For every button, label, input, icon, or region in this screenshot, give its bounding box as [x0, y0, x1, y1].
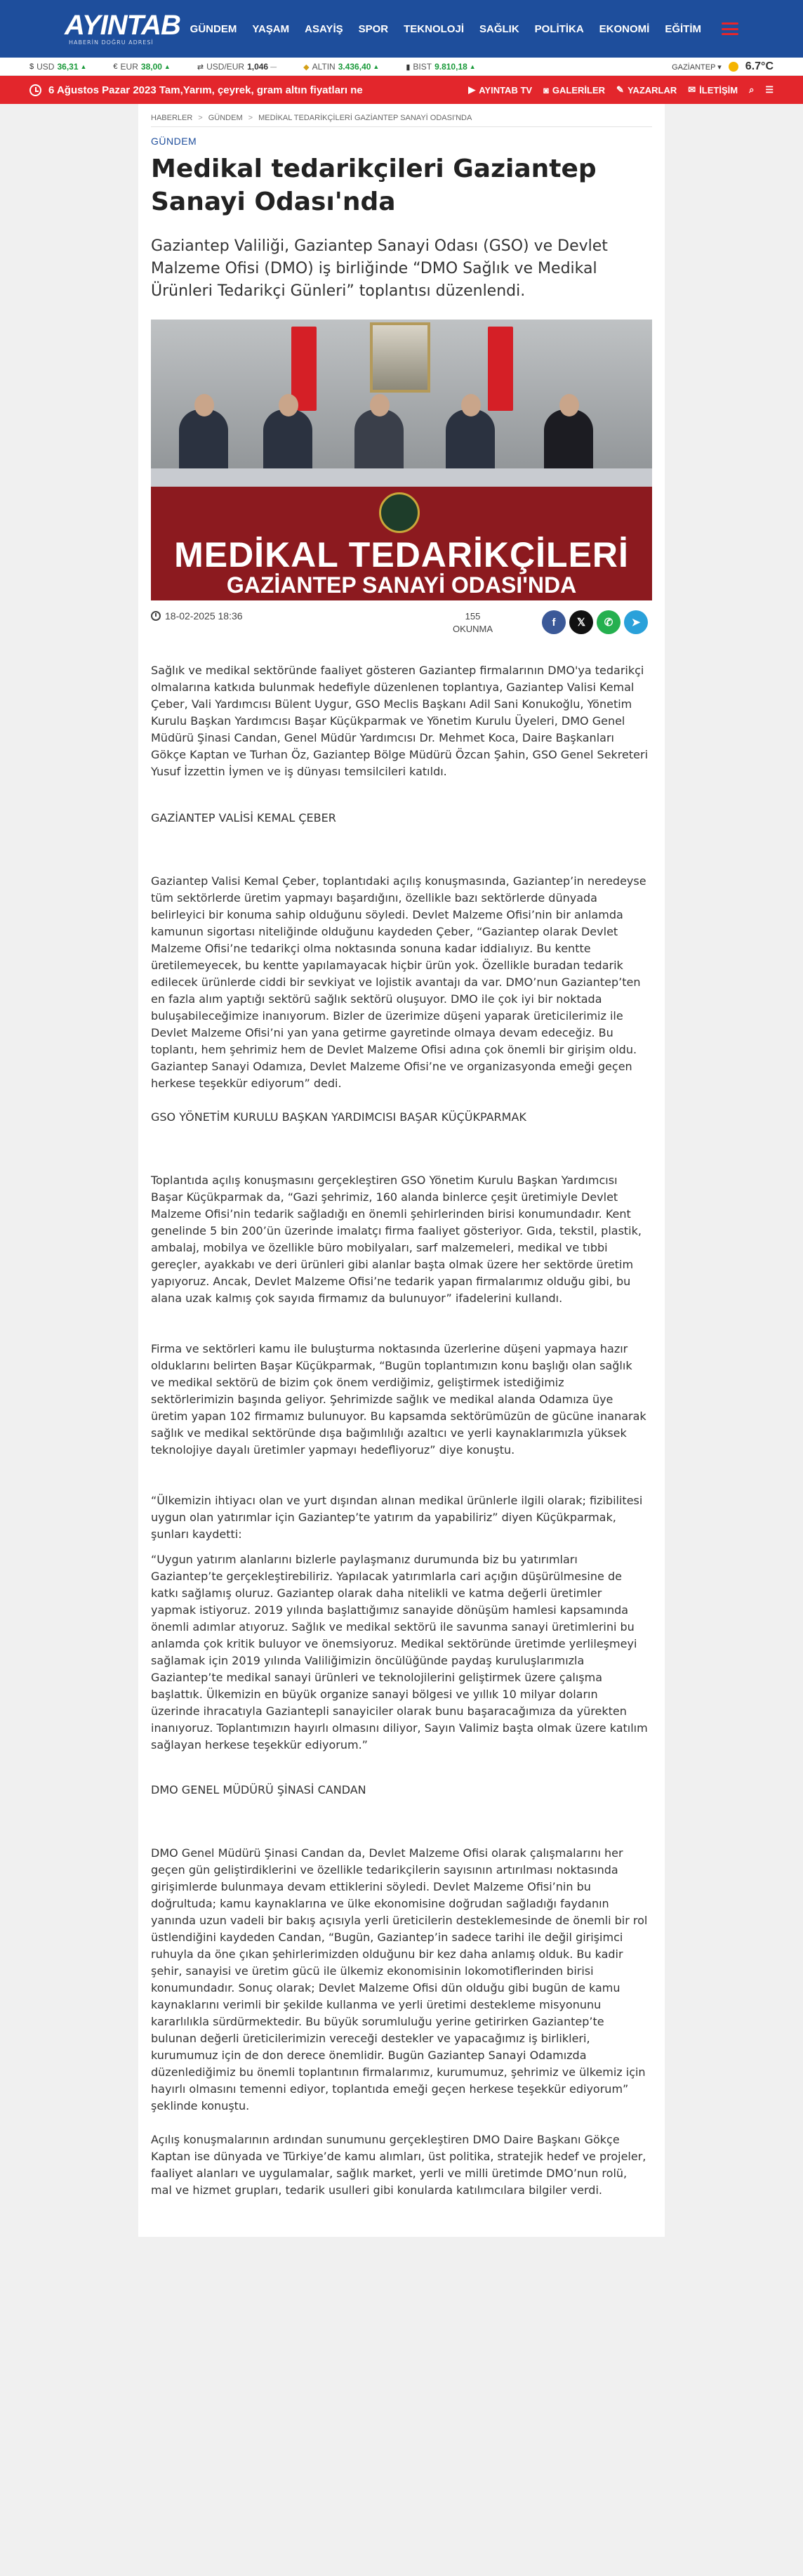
- read-count: [453, 610, 493, 636]
- breadcrumb-current: MEDİKAL TEDARİKÇİLERİ GAZİANTEP SANAYİ ODASI'NDA: [258, 114, 472, 122]
- nav-yasam[interactable]: YAŞAM: [252, 22, 290, 35]
- breadcrumb: [151, 104, 652, 122]
- city-select[interactable]: GAZİANTEP ▾: [672, 63, 722, 72]
- article-meta: [151, 606, 652, 637]
- market-label: USD: [36, 62, 55, 72]
- link-label: YAZARLAR: [627, 84, 677, 96]
- dollar-icon: $: [29, 63, 34, 71]
- subheading: GAZİANTEP VALİSİ KEMAL ÇEBER: [151, 811, 336, 824]
- share-buttons: [542, 610, 648, 634]
- gold-icon: ◆: [303, 63, 310, 72]
- link-label: İLETİŞİM: [699, 84, 738, 96]
- weather-widget: [672, 58, 774, 76]
- search-icon[interactable]: ⌕: [749, 84, 755, 95]
- mail-icon: ✉: [688, 84, 696, 95]
- temperature: 6.7°C: [745, 60, 774, 72]
- dash-icon: —: [270, 63, 277, 70]
- article-body: [151, 662, 652, 2199]
- arrow-up-icon: ▲: [164, 63, 171, 70]
- subheading: GSO YÖNETİM KURULU BAŞKAN YARDIMCISI BAŞAR KÜÇÜKPARMAK: [151, 1110, 526, 1124]
- link-yazarlar[interactable]: [616, 84, 677, 96]
- play-icon: ▶: [468, 84, 476, 95]
- whatsapp-share-button[interactable]: ✆: [597, 610, 620, 634]
- article-hero-image: [151, 320, 652, 600]
- breaking-news-bar: [0, 76, 803, 104]
- hero-banner-line2: GAZİANTEP SANAYİ ODASI'NDA: [226, 572, 577, 598]
- nav-saglik[interactable]: SAĞLIK: [479, 22, 519, 35]
- chamber-emblem-icon: [379, 492, 420, 533]
- paragraph: Toplantıda açılış konuşmasını gerçekleştiren GSO Yönetim Kurulu Başkan Yardımcısı Başar Küçükparmak da, “Gazi şehrimiz, 160 alanda binlerce çeşit üretimiyle Devlet Malzeme Ofisi’nin tedarik sağladığı en önemli şehirlerinden birisi konumundadır. Kent genelinde 5 bin 200’ün üzerinde imalatçı firma faaliyet gösteriyor. Gıda, tekstil, plastik, ambalaj, mobilya ve özellikle büro mobilyaları, sarf malzemeleri, medikal ve tıbbi gereçler, ayakkabı ve deri ürünleri gibi alanlar başta olmak üzere her sektörde üretim yapıyoruz. Ancak, Devlet Malzeme Ofisi’ne tedarik yapan firmalarımız olduğu gibi, bu alana uzak kalmış çok sayıda firmamız da bulunuyor” ifadelerini kullandı.: [151, 1174, 642, 1305]
- article-lead: Gaziantep Valiliği, Gaziantep Sanayi Odası (GSO) ve Devlet Malzeme Ofisi (DMO) iş birliğinde “DMO Sağlık ve Medikal Ürünleri Tedarikçi Günleri” toplantısı düzenlendi.: [151, 237, 608, 300]
- market-label: EUR: [120, 62, 138, 72]
- market-usdeur: [197, 62, 277, 72]
- nav-politika[interactable]: POLİTİKA: [534, 22, 584, 35]
- quick-links: [468, 76, 774, 104]
- sun-icon: [729, 62, 738, 72]
- hamburger-menu-icon[interactable]: [722, 22, 738, 35]
- euro-icon: €: [113, 63, 118, 71]
- market-eur: [113, 62, 170, 72]
- paragraph: Açılış konuşmalarının ardından sunumunu gerçekleştiren DMO Daire Başkanı Gökçe Kaptan ise dünyada ve Türkiye’de kamu alımları, üst politika, stratejik hedef ve projeler, faaliyet alanları ve uygulamalar, sağlık market, yerli ve milli üretimde DMO’nun rolü, mal ve hizmet grupları, tedarik usulleri gibi konularda katılımcılara bilgiler verdi.: [151, 2133, 646, 2197]
- market-value: 3.436,40: [338, 62, 371, 72]
- x-share-button[interactable]: 𝕏: [569, 610, 593, 634]
- logo-text: AYINTAB: [65, 10, 180, 41]
- market-label: USD/EUR: [206, 62, 245, 72]
- market-label: ALTIN: [312, 62, 336, 72]
- bist-icon: ▮: [406, 63, 411, 72]
- exchange-icon: ⇄: [197, 63, 204, 72]
- breadcrumb-haberler[interactable]: HABERLER: [151, 114, 193, 122]
- market-value: 1,046: [247, 62, 269, 72]
- nav-teknoloji[interactable]: TEKNOLOJİ: [404, 22, 464, 35]
- portrait-image: [370, 322, 430, 393]
- market-label: BIST: [413, 62, 432, 72]
- market-bar: [0, 58, 803, 76]
- arrow-up-icon: ▲: [80, 63, 87, 70]
- site-header: [0, 0, 803, 58]
- link-label: GALERİLER: [552, 84, 606, 96]
- nav-ekonomi[interactable]: EKONOMİ: [599, 22, 650, 35]
- pen-icon: ✎: [616, 84, 624, 95]
- arrow-up-icon: ▲: [373, 63, 380, 70]
- link-label: AYINTAB TV: [479, 84, 533, 96]
- breaking-news-link[interactable]: 6 Ağustos Pazar 2023 Tam,Yarım, çeyrek, gram altın fiyatları ne: [48, 84, 363, 96]
- read-count-value: 155: [465, 611, 481, 622]
- link-iletisim[interactable]: [688, 84, 738, 96]
- publish-date-text: 18-02-2025 18:36: [165, 610, 243, 622]
- breadcrumb-separator: >: [198, 114, 203, 122]
- clock-icon: [151, 611, 161, 621]
- flag-image: [488, 327, 513, 411]
- market-usd: [29, 62, 86, 72]
- hero-banner-line1: MEDİKAL TEDARİKÇİLERİ: [174, 535, 629, 574]
- divider: [151, 126, 652, 127]
- link-ayintab-tv[interactable]: [468, 84, 532, 96]
- hero-banner: [151, 487, 652, 600]
- facebook-share-button[interactable]: f: [542, 610, 566, 634]
- nav-gundem[interactable]: GÜNDEM: [190, 22, 237, 35]
- paragraph: DMO Genel Müdürü Şinasi Candan da, Devlet Malzeme Ofisi olarak çalışmalarını her geçen gün geliştirdiklerini ve özellikle tedarikçilerin sayısının artırılması noktasında girişimlerde bulunmaya devam ettiklerini söyledi. Devlet Malzeme Ofisi’nin bu doğrultuda; kamu kaynaklarına ve ülke ekonomisine doğrudan sağladığı faydanın yanında uzun vadeli bir bakış açısıyla yerli üreticilerin desteklemesinde de önemli bir rol üstlendiğini kaydeden Candan, “Bugün, Gaziantep’in sadece tarihi ile değil girişimci ruhuyla da öne çıkan şehirlerimizden olduğunu bir kez daha anlamış olduk. Bu kadir şehir, sanayisi ve üretim gücü ile ülkemiz ekonomisinin lokomotiflerinden birisi konumundadır. Sonuç olarak; Devlet Malzeme Ofisi dün olduğu gibi bugün de kamu kaynaklarını verimli bir şekilde kullanma ve yerli üretimi destekleme misyonunu kararlılıkla sürdürmektedir. Bu büyük sorumluluğu yerine getirirken Gaziantep’te bulunan değerli üreticilerimizin vereceği destekler ve yapacağımız iş birlikleri, kurumumuz için de don derece önemlidir. Bugün Gaziantep Sanayi Odamızda düzenlediğimiz bu önemli toplantının firmalarımız, kurumumuz, şehrimiz ve ülkemiz için hayırlı olmasını temenni ediyor, toplantıda emeği geçen herkese teşekkür ediyorum” şeklinde konuştu.: [151, 1846, 648, 2112]
- arrow-up-icon: ▲: [469, 63, 476, 70]
- article-title: Medikal tedarikçileri Gaziantep Sanayi Odası'nda: [151, 155, 597, 216]
- breadcrumb-separator: >: [248, 114, 253, 122]
- camera-icon: ◙: [543, 84, 549, 96]
- market-value: 9.810,18: [434, 62, 467, 72]
- publish-date: [151, 610, 243, 622]
- article-category[interactable]: GÜNDEM: [151, 136, 197, 147]
- subheading: DMO GENEL MÜDÜRÜ ŞİNASİ CANDAN: [151, 1783, 366, 1796]
- article: [138, 104, 665, 2237]
- menu-icon[interactable]: ☰: [765, 84, 774, 95]
- paragraph: “Ülkemizin ihtiyacı olan ve yurt dışından alınan medikal ürünlerle ilgili olarak; fizibilitesi uygun olan yatırımlar için Gaziantep’te yatırım da yapabiliriz” diyen Küçükparmak, şunları kaydetti:: [151, 1494, 643, 1541]
- read-count-label: OKUNMA: [453, 624, 493, 634]
- telegram-share-button[interactable]: ➤: [624, 610, 648, 634]
- nav-egitim[interactable]: EĞİTİM: [665, 22, 701, 35]
- paragraph: Sağlık ve medikal sektöründe faaliyet gösteren Gaziantep firmalarının DMO'ya tedarikçi olmalarına katkıda bulunmak hedefiyle düzenlenen toplantıya, Gaziantep Valisi Kemal Çeber, Vali Yardımcısı Bülent Uygur, GSO Meclis Başkanı Adil Sani Konukoğlu, Yönetim Kurulu Başkan Yardımcısı Başar Küçükparmak ve Yönetim Kurulu Üyeleri, DMO Genel Müdürü Şinasi Candan, Genel Müdür Yardımcısı Dr. Mehmet Koca, Daire Başkanları Gökçe Kaptan ve Turhan Öz, Gaziantep Bölge Müdürü Özcan Şahin, GSO Genel Sekreteri Yusuf İzzettin İymen ve iş dünyası temsilcileri katıldı.: [151, 664, 649, 778]
- main-nav: [182, 0, 738, 58]
- paragraph: Firma ve sektörleri kamu ile buluşturma noktasında üzerlerine düşeni yapmaya hazır olduklarını belirten Başar Küçükparmak, “Bugün toplantımızın konu başlığı olan sağlık ve medikal sektörü de bizim çok önem verdiğimiz, geliştirmek istediğimiz sektörlerimizin başında geliyor. Şehrimizde sağlık ve medikal alanda Odamıza üye üretim yapan 102 firmamız bulunuyor. Bu kapsamda sektörümüzün de gücüne inanarak sağlık ve medikal sektöründe dışa bağımlılığı azaltıcı ve yerli kaynaklarımızla yüksek teknolojiye dayalı üretimler yapmayı hedefliyoruz” diye konuştu.: [151, 1342, 646, 1457]
- clock-icon: [29, 84, 41, 96]
- logo-tagline: HABERİN DOĞRU ADRESİ: [69, 39, 154, 46]
- breadcrumb-gundem[interactable]: GÜNDEM: [208, 114, 243, 122]
- nav-spor[interactable]: SPOR: [358, 22, 389, 35]
- site-logo[interactable]: [65, 10, 180, 49]
- market-bist: [406, 62, 475, 72]
- paragraph: Gaziantep Valisi Kemal Çeber, toplantıdaki açılış konuşmasında, Gaziantep’in neredeyse tüm sektörlerde üretim yapmayı başardığını, özellikle bazı sektörlerde dünyada belirleyici bir konuma sahip olduğunu söyledi. Devlet Malzeme Ofisi’nin bir anlamda kamunun sigortası niteliğinde olduğunu kaydeden Çeber, “Gaziantep olarak Devlet Malzeme Ofisi’ne tedarikçi olma noktasında sonuna kadar iddialıyız. Bu kentte üretilemeyecek, bu kentte yapılamayacak hiçbir ürün yok. Özellikle buradan tedarik edilecek ürünlerde ciddi bir sevkiyat ve lojistik avantajı da var. DMO’nun Gaziantep’ten en fazla alım yaptığı sektörü sağlık sektörü oluşuyor. DMO ile çok iyi bir noktada buluşabileceğimize inanıyorum. Bizler de üzerimize düşeni yaparak üreticilerimiz ile Devlet Malzeme Ofisi’ni yan yana getirme gayretinde olmaya devam edeceğiz. Bu toplantı, hem şehrimiz hem de Devlet Malzeme Ofisi adına çok önemli bir girişim oldu. Gaziantep Sanayi Odamıza, Devlet Malzeme Ofisi’ne ve organizasyonda emeği geçen herkese teşekkür ediyorum” dedi.: [151, 874, 646, 1090]
- nav-asayis[interactable]: ASAYİŞ: [305, 22, 343, 35]
- paragraph: “Uygun yatırım alanlarını bizlerle paylaşmanız durumunda biz bu yatırımları Gaziantep’te gerçekleştirebiliriz. Yapılacak yatırımlarla cari açığın düşürülmesine de katkı sağlamış oluruz. Gaziantep olarak daha nitelikli ve katma değerli üretimler yapmak istiyoruz. 2019 yılında başlattığımız sanayide dönüşüm hamlesi kapsamında önemli adımlar atıyoruz. Sağlık ve medikal sektörü ile savunma sanayi üretimlerini bu anlamda çok kritik buluyor ve önemsiyoruz. Medikal sektöründe üretimde yerlileşmeyi sağlamak için 2019 yılında Valiliğimizin öncülüğünde paydaş kuruluşlarımızla Gaziantep’te medikal sanayi ürünleri ve teknolojilerini geliştirmek üzere çalışma başlattık. Ülkemizin en büyük organize sanayi bölgesi ve yıllık 10 milyar doların üzerinde ihracatıyla Gaziantepli sanayiciler olarak bunu başaracağımıza da yürekten inanıyoruz. Toplantımızın hayırlı olmasını diliyor, Sayın Valimiz başta olmak üzere katılım sağlayan herkese teşekkür ediyorum.”: [151, 1553, 648, 1752]
- market-value: 36,31: [57, 62, 79, 72]
- market-altin: [303, 62, 379, 72]
- market-value: 38,00: [140, 62, 162, 72]
- link-galeriler[interactable]: [543, 85, 605, 96]
